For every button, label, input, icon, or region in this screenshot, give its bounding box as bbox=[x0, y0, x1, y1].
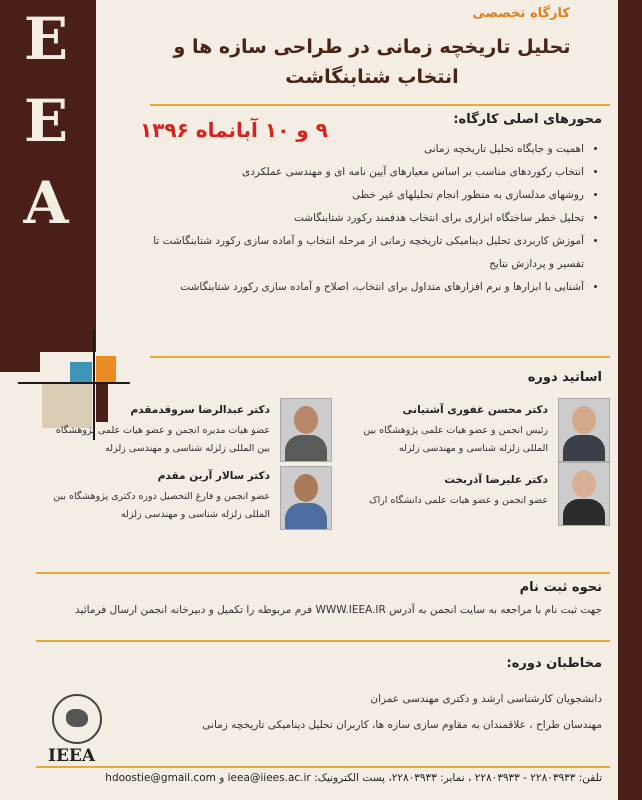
list-item: • انتخاب رکوردهای مناسب بر اساس معیارهای آیین نامه ای و مهندسی عملکردی bbox=[124, 161, 584, 184]
divider bbox=[150, 356, 610, 358]
list-item: • آموزش کاربردی تحلیل دینامیکی تاریخچه زمانی از مرحله انتخاب و آماده سازی رکورد شتابنگاشت تا تفسیر و پردازش نتایج bbox=[124, 230, 584, 276]
divider bbox=[36, 640, 610, 642]
registration-text: جهت ثبت نام با مراجعه به سایت انجمن به آدرس WWW.IEEA.IR فرم مربوطه را تکمیل و دبیرخانه انجمن ارسال فرمائید bbox=[75, 604, 602, 616]
topics-list bbox=[124, 138, 602, 299]
instructor-name: دکتر سالار آرین مقدم bbox=[157, 470, 270, 482]
deco-horizontal-line bbox=[18, 382, 130, 384]
instructor-desc: رئیس انجمن و عضو هیات علمی پژوهشگاه بین المللی زلزله شناسی و مهندسی زلزله bbox=[363, 425, 548, 454]
logo-letter-3: A bbox=[23, 169, 69, 237]
instructor-name: دکتر علیرضا آذربخت bbox=[444, 474, 548, 486]
workshop-badge: کارگاه تخصصی bbox=[472, 6, 570, 21]
list-item: دانشجویان کارشناسی ارشد و دکتری مهندسی عمران bbox=[370, 693, 602, 705]
contact-info: تلفن: ۲۲۸۰۳۹۳۳ - ۲۲۸۰۳۹۳۳ ، نمابر: ۲۲۸۰۳۹۳۳، پست الکترونیک: ieea@iiees.ac.ir و hdoostie@gmail.com bbox=[105, 772, 602, 784]
instructor-desc: عضو انجمن و عضو هیات علمی دانشگاه اراک bbox=[369, 495, 548, 506]
deco-orange-square bbox=[96, 356, 116, 382]
right-brand-bar bbox=[618, 0, 642, 800]
instructor-name: دکتر محسن غفوری آشتیانی bbox=[402, 404, 548, 416]
audience-list bbox=[42, 686, 602, 738]
instructor-name: دکتر عبدالرضا سروقدمقدم bbox=[130, 404, 270, 416]
list-item: مهندسان طراح ، علاقمندان به مقاوم سازی سازه ها، کاربران تحلیل دینامیکی تاریخچه زمانی bbox=[202, 719, 602, 731]
event-date: ۹ و ۱۰ آبانماه ۱۳۹۶ bbox=[140, 118, 328, 142]
logo-letter-2: E bbox=[23, 87, 69, 155]
instructor-desc: عضو هیات مدیره انجمن و عضو هیات علمی پژوهشگاه بین المللی زلزله شناسی و مهندسی زلزله bbox=[55, 425, 270, 454]
divider bbox=[36, 572, 610, 574]
audience-heading: مخاطبان دوره: bbox=[506, 656, 602, 671]
instructor-desc: عضو انجمن و فارغ التحصیل دوره دکتری پژوهشگاه بین المللی زلزله شناسی و مهندسی زلزله bbox=[53, 491, 270, 520]
deco-brown-block bbox=[96, 382, 108, 422]
logo-letter-1: E bbox=[23, 5, 69, 73]
association-emblem-icon bbox=[52, 694, 102, 744]
instructors-heading: اساتید دوره bbox=[527, 370, 602, 385]
list-item: • تحلیل خطر ساختگاه ابزاری برای انتخاب هدفمند رکورد شتابنگاشت bbox=[124, 207, 584, 230]
list-item: • روشهای مدلسازی به منظور انجام تحلیلهای غیر خطی bbox=[124, 184, 584, 207]
list-item: • آشنایی با ابزارها و نرم افزارهای متداول برای انتخاب، اصلاح و آماده سازی رکورد شتابنگاشت bbox=[124, 276, 584, 299]
instructor-photo bbox=[558, 398, 610, 462]
instructor-photo bbox=[280, 466, 332, 530]
page-title: تحلیل تاریخچه زمانی در طراحی سازه ها و انتخاب شتابنگاشت bbox=[173, 36, 571, 88]
registration-heading: نحوه ثبت نام bbox=[519, 580, 602, 595]
deco-blue-square bbox=[70, 362, 92, 382]
instructor-photo bbox=[558, 462, 610, 526]
org-name: IEEA bbox=[48, 746, 96, 766]
list-item: • اهمیت و جایگاه تحلیل تاریخچه زمانی bbox=[124, 138, 584, 161]
topics-heading: محورهای اصلی کارگاه: bbox=[453, 112, 602, 127]
left-brand-bar-lower bbox=[0, 352, 40, 372]
divider bbox=[150, 104, 610, 106]
instructor-photo bbox=[280, 398, 332, 462]
divider bbox=[36, 766, 610, 768]
